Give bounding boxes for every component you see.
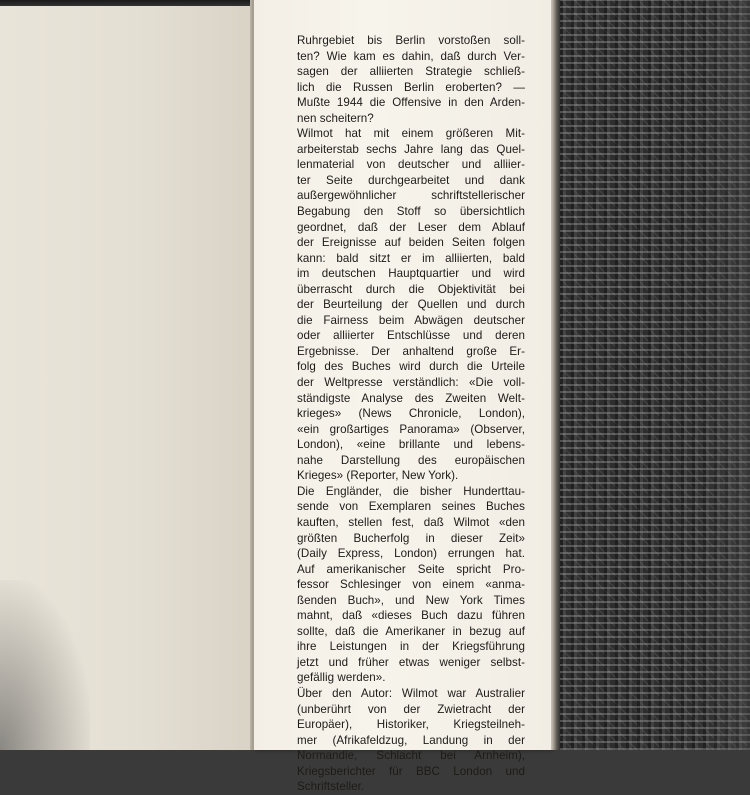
text-line: überrascht durch die Objektivität bei [297, 282, 525, 296]
text-line: «ein großartiges Panorama» (Observer, [297, 422, 525, 436]
text-line: ständigste Analyse des Zweiten Welt- [297, 391, 525, 405]
blank-book-page [0, 6, 253, 750]
text-line: ten? Wie kam es dahin, daß durch Ver- [297, 49, 525, 63]
text-line: Wilmot hat mit einem größeren Mit- [297, 127, 525, 141]
text-line: krieges» (News Chronicle, London), [297, 407, 525, 421]
text-line: kauften, stellen fest, daß Wilmot «den [297, 515, 525, 529]
text-line: jetzt und früher etwas weniger selbst- [297, 655, 525, 669]
text-line: im deutschen Hauptquartier und wird [297, 267, 525, 281]
woven-fabric-background [560, 0, 750, 750]
text-line: lenmaterial von deutscher und alliier- [297, 158, 525, 172]
text-line: sende von Exemplaren seines Buches [297, 500, 525, 514]
text-line: kann: bald sitzt er im alliierten, bald [297, 251, 525, 265]
text-line: Auf amerikanischer Seite spricht Pro- [297, 562, 525, 576]
text-line: Krieges» (Reporter, New York). [297, 469, 459, 483]
text-line: (unberührt von der Zwietracht der [297, 702, 525, 716]
text-line: sollte, daß die Amerikaner in bezug auf [297, 624, 525, 638]
text-line: oder alliierter Entschlüsse und deren [297, 329, 525, 343]
text-line: nahe Darstellung des europäischen [297, 453, 525, 467]
text-line: ßenden Buch», und New York Times [297, 593, 525, 607]
text-line: arbeiterstab sechs Jahre lang das Quel- [297, 142, 525, 156]
text-line: sagen der alliierten Strategie schließ- [297, 65, 525, 79]
text-line: Über den Autor: Wilmot war Australier [297, 686, 525, 700]
text-line: fessor Schlesinger von einem «anma- [297, 578, 525, 592]
text-line: lich die Russen Berlin eroberten? — [297, 80, 525, 94]
text-line: die Fairness beim Abwägen deutscher [297, 313, 525, 327]
text-line: geordnet, daß der Leser dem Ablauf [297, 220, 525, 234]
text-line: nen scheitern? [297, 111, 374, 125]
text-line: der Weltpresse verständlich: «Die voll- [297, 376, 525, 390]
text-line: London), «eine brillante und lebens- [297, 438, 525, 452]
text-line: Die Engländer, die bisher Hunderttau- [297, 484, 525, 498]
text-line: außergewöhnlicher schriftstellerischer [297, 189, 525, 203]
text-line: Kriegsberichter für BBC London und [297, 764, 525, 778]
text-line: Begabung den Stoff so übersichtlich [297, 205, 525, 219]
text-line: Schriftsteller. [297, 780, 365, 794]
text-line: Ruhrgebiet bis Berlin vorstoßen soll- [297, 34, 525, 47]
text-line: ter Seite durchgearbeitet und dank [297, 173, 525, 187]
text-line: mer (Afrikafeldzug, Landung in der [297, 733, 525, 747]
text-line: Mußte 1944 die Offensive in den Arden- [297, 96, 525, 110]
text-line: der Ereignisse auf beiden Seiten folgen [297, 236, 525, 250]
text-line: der Beurteilung der Quellen und durch [297, 298, 525, 312]
text-line: gefällig werden». [297, 671, 386, 685]
flap-body-text [297, 33, 525, 795]
text-line: folg des Buches wird durch die Urteile [297, 360, 525, 374]
text-line: Normandie, Schlacht bei Arnheim), [297, 749, 525, 763]
text-line: Europäer), Historiker, Kriegsteilneh- [297, 718, 525, 732]
hand-shadow [0, 580, 90, 750]
text-line: (Daily Express, London) errungen hat. [297, 547, 525, 561]
text-line: mahnt, daß «dieses Buch dazu führen [297, 609, 525, 623]
text-line: größten Bucherfolg in dieser Zeit» [297, 531, 525, 545]
fabric-light-fade [700, 0, 750, 750]
text-line: ihre Leistungen in der Kriegsführung [297, 640, 525, 654]
text-line: Ergebnisse. Der anhaltend große Er- [297, 344, 525, 358]
